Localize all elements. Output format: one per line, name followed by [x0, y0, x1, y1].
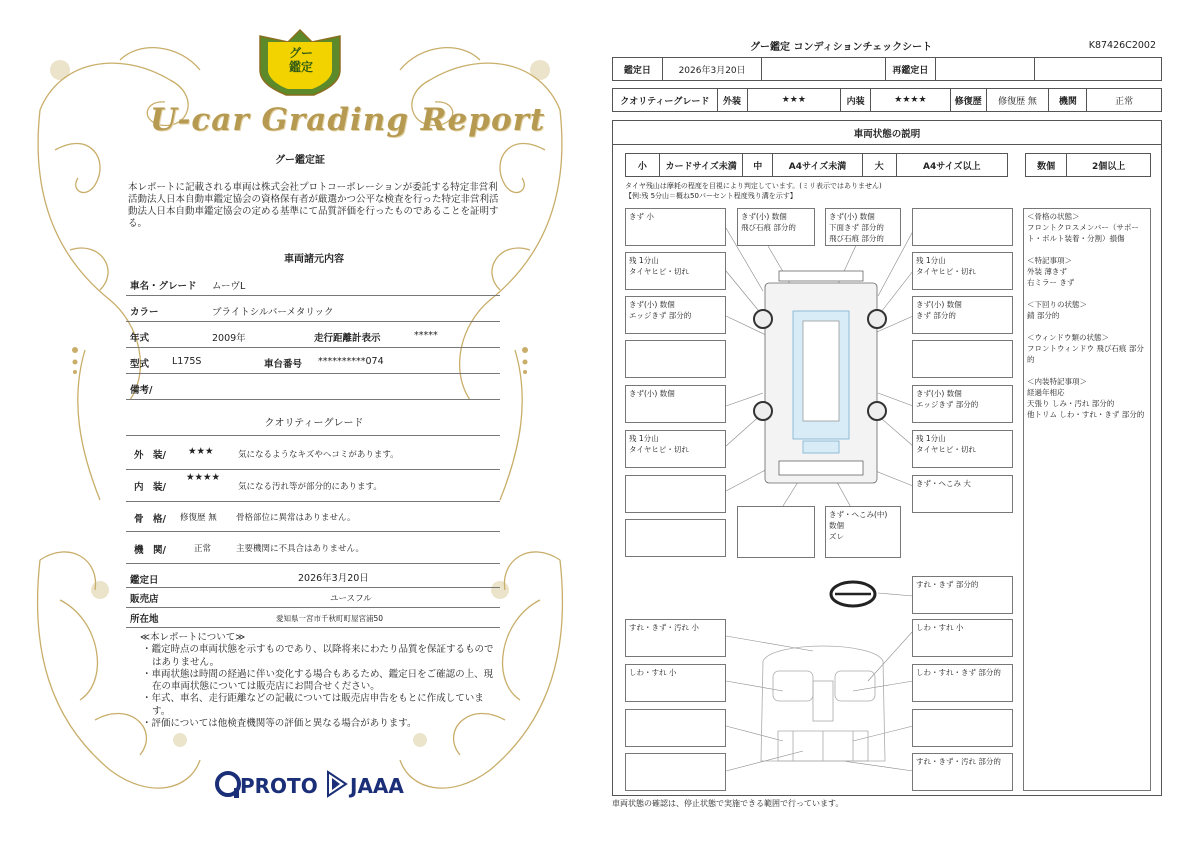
condition-box: 残 1分山 タイヤヒビ・切れ [625, 252, 726, 290]
condition-box: きず(小) 数個 エッジきず 部分的 [625, 296, 726, 334]
quality-interior-note: 気になる汚れ等が部分的にあります。 [238, 482, 382, 492]
condition-box [625, 709, 726, 747]
date-value: 2026年3月20日 [663, 58, 763, 80]
note-item: ・年式、車名、走行距離などの記載については販売店申告をもとに作成しています。 [142, 693, 484, 717]
spec-year-value: 2009年 [212, 333, 246, 344]
spec-row-color [126, 296, 500, 322]
reinspect-value [936, 58, 1036, 80]
condition-box: すれ・きず・汚れ 部分的 [912, 753, 1013, 791]
reinspect-label: 再鑑定日 [886, 58, 936, 80]
date-blank [762, 58, 886, 80]
info-row-dealer [126, 588, 500, 608]
info-address-value: 愛知県一宮市千秋町町屋宮浦50 [276, 614, 384, 623]
badge-label: グー 鑑定 [288, 46, 313, 74]
spec-chassis-value: **********074 [318, 356, 384, 367]
spec-name-value: ムーヴL [212, 281, 246, 292]
notes-title: ≪本レポートについて≫ [140, 632, 246, 643]
grade-label: クオリティーグレード [613, 89, 718, 111]
condition-check-sheet [600, 0, 1200, 848]
condition-box: きず(小) 数個 下面きず 部分的 飛び石痕 部分的 [825, 208, 901, 246]
legend-small: 小 [626, 154, 660, 176]
spec-mileage-value: ***** [414, 330, 438, 341]
size-legend [625, 153, 1008, 177]
condition-box: すれ・きず 部分的 [912, 576, 1013, 614]
spec-row-name [126, 270, 500, 296]
condition-box: 残 1分山 タイヤヒビ・切れ [912, 430, 1013, 468]
condition-box [625, 475, 726, 513]
legend-large: 大 [863, 154, 897, 176]
jaaa-logo-text: JAAA [350, 774, 404, 798]
info-row-date [126, 566, 500, 588]
quality-engine-label: 機 関/ [134, 545, 166, 556]
quality-title: クオリティーグレード [264, 418, 364, 429]
tire-note-1: タイヤ残山は摩耗の程度を目視により判定しています。(ミリ表示ではありません) [625, 182, 882, 190]
quality-engine-note: 主要機関に不具合はありません。 [236, 544, 365, 554]
certificate-heading: グー鑑定証 [275, 155, 325, 166]
legend-large-desc: A4サイズ以上 [923, 161, 981, 172]
condition-box: きず(小) 数個 エッジきず 部分的 [912, 385, 1013, 423]
report-code: K87426C2002 [1088, 40, 1156, 51]
spec-model-label: 型式 [130, 359, 150, 370]
condition-box [737, 506, 815, 558]
spec-row-year [126, 322, 500, 348]
grade-ext-stars: ★★★ [748, 89, 842, 111]
condition-box: きず・へこみ(中) 数個 ズレ [825, 506, 901, 558]
script-title: U-car Grading Report [150, 102, 546, 138]
condition-box: きず 小 [625, 208, 726, 246]
quality-row-exterior [126, 440, 500, 470]
quality-row-engine [126, 532, 500, 564]
condition-box [625, 519, 726, 557]
quality-frame-note: 骨格部位に異常はありません。 [236, 513, 356, 523]
spec-chassis-label: 車台番号 [264, 359, 303, 370]
grade-engine-value: 正常 [1115, 96, 1134, 107]
quality-exterior-note: 気になるようなキズやヘコミがあります。 [238, 450, 399, 460]
date-table [612, 57, 1162, 81]
spec-title: 車両諸元内容 [284, 254, 344, 265]
spec-color-value: ブライトシルバーメタリック [212, 307, 334, 318]
condition-box: しわ・すれ 小 [625, 664, 726, 702]
grade-table [612, 88, 1162, 112]
condition-box [912, 340, 1013, 378]
note-item: ・鑑定時点の車両状態を示すものであり、以降将来にわたり品質を保証するものではありません。 [142, 644, 494, 668]
footer-note: 車両状態の確認は、停止状態で実施できる範囲で行っています。 [612, 799, 844, 808]
count-legend [1025, 153, 1151, 177]
legend-medium-desc: A4サイズ未満 [773, 154, 863, 176]
condition-box: すれ・きず・汚れ 小 [625, 619, 726, 657]
condition-box: きず(小) 数個 [625, 385, 726, 423]
spec-year-label: 年式 [130, 333, 150, 344]
grade-engine-label: 機関 [1049, 89, 1087, 111]
spec-remarks-label: 備考/ [130, 385, 153, 396]
check-sheet-title: グー鑑定 コンディションチェックシート [750, 42, 933, 53]
report-notes [140, 632, 495, 730]
jaaa-logo-icon [326, 770, 348, 798]
steering-wheel-icon [831, 582, 875, 606]
date-label: 鑑定日 [613, 58, 663, 80]
spec-row-model [126, 348, 500, 374]
quality-exterior-stars: ★★★ [188, 446, 214, 457]
info-date-value: 2026年3月20日 [298, 573, 369, 584]
condition-box: きず(小) 数個 飛び石痕 部分的 [737, 208, 815, 246]
grade-repair-value: 修復歴 無 [987, 89, 1050, 111]
grade-repair-label: 修復歴 [951, 89, 987, 111]
note-item: ・車両状態は時間の経過に伴い変化する場合もあるため、鑑定日をご確認の上、現在の車両状態については販売店にお問合せください。 [142, 668, 494, 693]
condition-box: しわ・すれ 小 [912, 619, 1013, 657]
condition-box [912, 709, 1013, 747]
spec-model-value: L175S [172, 356, 202, 367]
legend-count-desc: 2個以上 [1092, 161, 1126, 172]
grade-int-label: 内装 [841, 89, 871, 111]
section-title: 車両状態の説明 [613, 121, 1161, 145]
spec-mileage-label: 走行距離計表示 [314, 333, 381, 344]
quality-frame-value: 修復歴 無 [180, 513, 217, 523]
condition-box: 残 1分山 タイヤヒビ・切れ [912, 252, 1013, 290]
quality-row-frame [126, 502, 500, 532]
condition-panel [612, 120, 1162, 796]
condition-box [912, 208, 1013, 246]
condition-box: きず(小) 数個 きず 部分的 [912, 296, 1013, 334]
grade-int-stars: ★★★★ [871, 89, 951, 111]
quality-row-interior [126, 470, 500, 502]
certificate-body: 本レポートに記載される車両は株式会社プロトコーポレーションが委託する特定非営利活動法人日本自動車鑑定協会の資格保有者が厳選かつ公平な検査を行った特定非営利活動法人日本自動車鑑定協会の定める基準にて品質評価を行ったものであることを証明する。 [128, 182, 499, 229]
quality-engine-value: 正常 [194, 544, 212, 554]
legend-medium: 中 [743, 154, 773, 176]
reinspect-blank [1035, 58, 1161, 80]
grade-ext-label: 外装 [718, 89, 748, 111]
proto-logo-text: PROTO [240, 774, 318, 798]
note-item: ・評価については他検査機関等の評価と異なる場合があります。 [142, 718, 417, 730]
quality-title-rule [126, 410, 500, 436]
info-date-label: 鑑定日 [130, 575, 159, 586]
spec-row-remarks [126, 374, 500, 400]
condition-box: 残 1分山 タイヤヒビ・切れ [625, 430, 726, 468]
info-row-address [126, 608, 500, 628]
spec-color-label: カラー [130, 307, 159, 318]
condition-notes: ＜骨格の状態＞ フロントクロスメンバー（サポート・ボルト装着・分割）損傷 ＜特記事項＞ 外装 薄きず 右ミラー きず ＜下回りの状態＞ 錆 部分的 ＜ウィンドウ類の状態＞ フロントウィンドウ 飛び石痕 部分的 ＜内装特記事項＞ 経過年相応 天張り しみ・汚れ 部分的 他トリム しわ・すれ・きず 部分的 [1027, 212, 1145, 419]
quality-interior-stars: ★★★★ [186, 472, 221, 483]
info-dealer-value: ユースフル [330, 594, 372, 604]
quality-frame-label: 骨 格/ [134, 514, 166, 525]
info-dealer-label: 販売店 [130, 594, 159, 605]
tire-note-2: 【例:残 5分山＝概ね50パーセント程度残り溝を示す】 [625, 192, 797, 200]
legend-count: 数個 [1026, 154, 1067, 176]
spec-name-label: 車名・グレード [130, 281, 197, 292]
condition-box [625, 753, 726, 791]
info-address-label: 所在地 [130, 614, 159, 625]
condition-box: しわ・すれ・きず 部分的 [912, 664, 1013, 702]
quality-exterior-label: 外 装/ [134, 450, 166, 461]
condition-box [625, 340, 726, 378]
condition-box: きず・へこみ 大 [912, 475, 1013, 513]
quality-interior-label: 内 装/ [134, 482, 166, 493]
legend-small-desc: カードサイズ未満 [660, 154, 744, 176]
notes-column [1023, 208, 1151, 791]
